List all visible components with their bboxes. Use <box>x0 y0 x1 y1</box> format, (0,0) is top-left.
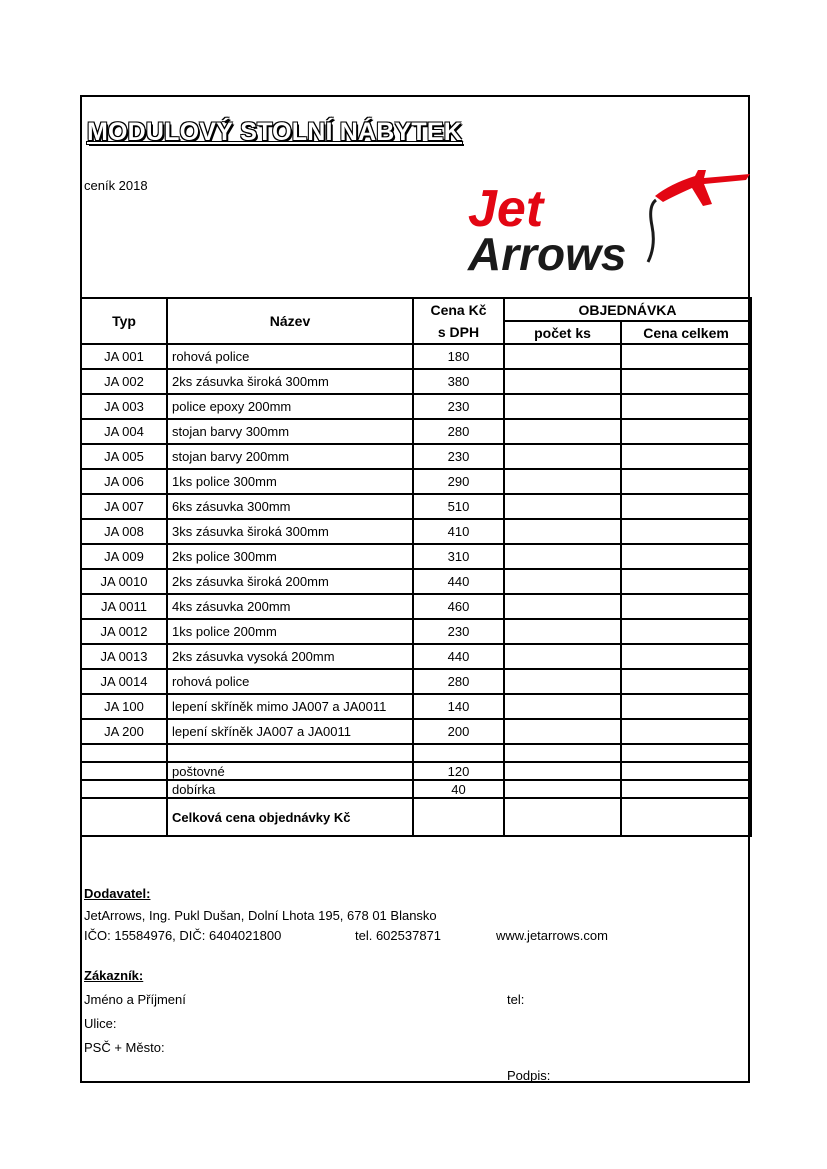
row-price: 290 <box>413 469 504 494</box>
row-qty-cell[interactable] <box>504 494 621 519</box>
dobirka-row <box>81 780 751 798</box>
table-row <box>81 369 751 394</box>
row-total-cell[interactable] <box>621 719 751 744</box>
table-row <box>81 494 751 519</box>
row-qty-cell[interactable] <box>504 519 621 544</box>
row-total-cell[interactable] <box>621 519 751 544</box>
total-qty-cell[interactable] <box>504 798 621 836</box>
row-typ: JA 002 <box>81 369 167 394</box>
customer-city-label: PSČ + Město: <box>84 1040 165 1055</box>
row-nazev: rohová police <box>167 344 413 369</box>
table-row <box>81 394 751 419</box>
logo-arrows-text: Arrows <box>468 228 627 274</box>
row-qty-cell[interactable] <box>504 594 621 619</box>
product-rows <box>81 344 751 744</box>
row-nazev: 2ks zásuvka široká 300mm <box>167 369 413 394</box>
row-typ: JA 0011 <box>81 594 167 619</box>
row-qty-cell[interactable] <box>504 469 621 494</box>
table-row <box>81 519 751 544</box>
row-price: 460 <box>413 594 504 619</box>
row-typ: JA 007 <box>81 494 167 519</box>
row-price: 510 <box>413 494 504 519</box>
page-title: MODULOVÝ STOLNÍ NÁBYTEK <box>87 118 462 146</box>
row-nazev: police epoxy 200mm <box>167 394 413 419</box>
row-total-cell[interactable] <box>621 369 751 394</box>
table-row <box>81 694 751 719</box>
table-row <box>81 469 751 494</box>
row-qty-cell[interactable] <box>504 444 621 469</box>
supplier-ids: IČO: 15584976, DIČ: 6404021800 <box>84 928 282 943</box>
row-typ: JA 005 <box>81 444 167 469</box>
row-price: 280 <box>413 419 504 444</box>
header-typ: Typ <box>81 298 167 344</box>
row-qty-cell[interactable] <box>504 369 621 394</box>
total-label: Celková cena objednávky Kč <box>167 798 413 836</box>
postovne-qty-cell[interactable] <box>504 762 621 780</box>
row-price: 200 <box>413 719 504 744</box>
dobirka-price: 40 <box>413 780 504 798</box>
contrail-swoosh <box>648 200 656 262</box>
table-row <box>81 569 751 594</box>
row-nazev: rohová police <box>167 669 413 694</box>
row-price: 180 <box>413 344 504 369</box>
postovne-price: 120 <box>413 762 504 780</box>
row-typ: JA 004 <box>81 419 167 444</box>
row-total-cell[interactable] <box>621 544 751 569</box>
row-nazev: 6ks zásuvka 300mm <box>167 494 413 519</box>
customer-heading: Zákazník: <box>84 968 144 983</box>
row-qty-cell[interactable] <box>504 719 621 744</box>
row-total-cell[interactable] <box>621 494 751 519</box>
dobirka-total-cell[interactable] <box>621 780 751 798</box>
row-nazev: stojan barvy 300mm <box>167 419 413 444</box>
table-row <box>81 419 751 444</box>
row-typ: JA 200 <box>81 719 167 744</box>
jetarrows-logo <box>460 166 750 274</box>
row-qty-cell[interactable] <box>504 394 621 419</box>
supplier-web-link[interactable]: www.jetarrows.com <box>496 928 608 943</box>
row-total-cell[interactable] <box>621 469 751 494</box>
table-row <box>81 619 751 644</box>
header-cena-line1: Cena Kč <box>430 302 487 318</box>
row-nazev: 2ks police 300mm <box>167 544 413 569</box>
row-typ: JA 003 <box>81 394 167 419</box>
row-typ: JA 100 <box>81 694 167 719</box>
supplier-phone: tel. 602537871 <box>355 928 442 943</box>
total-row <box>81 798 751 836</box>
row-total-cell[interactable] <box>621 444 751 469</box>
header-cena-celkem: Cena celkem <box>621 321 751 344</box>
customer-signature-label: Podpis: <box>507 1068 551 1083</box>
row-nazev: 2ks zásuvka vysoká 200mm <box>167 644 413 669</box>
logo-jet-text: Jet <box>468 180 544 238</box>
row-total-cell[interactable] <box>621 344 751 369</box>
table-row <box>81 719 751 744</box>
postovne-row <box>81 762 751 780</box>
row-typ: JA 006 <box>81 469 167 494</box>
header-objednavka: OBJEDNÁVKA <box>504 298 751 321</box>
row-price: 310 <box>413 544 504 569</box>
row-qty-cell[interactable] <box>504 669 621 694</box>
row-price: 140 <box>413 694 504 719</box>
dobirka-qty-cell[interactable] <box>504 780 621 798</box>
header-cena-line2: s DPH <box>437 324 480 340</box>
row-typ: JA 008 <box>81 519 167 544</box>
pricelist-label: ceník 2018 <box>84 178 148 193</box>
row-nazev: stojan barvy 200mm <box>167 444 413 469</box>
row-typ: JA 0013 <box>81 644 167 669</box>
blank-row <box>81 744 751 762</box>
row-price: 410 <box>413 519 504 544</box>
header-cena <box>413 298 504 344</box>
row-typ: JA 0010 <box>81 569 167 594</box>
row-qty-cell[interactable] <box>504 644 621 669</box>
table-row <box>81 444 751 469</box>
table-row <box>81 644 751 669</box>
supplier-address: JetArrows, Ing. Pukl Dušan, Dolní Lhota 195, 678 01 Blansko <box>84 908 437 923</box>
supplier-heading: Dodavatel: <box>84 886 151 901</box>
row-total-cell[interactable] <box>621 594 751 619</box>
postovne-label: poštovné <box>167 762 413 780</box>
row-qty-cell[interactable] <box>504 419 621 444</box>
row-price: 440 <box>413 569 504 594</box>
row-nazev: 1ks police 200mm <box>167 619 413 644</box>
table-row <box>81 344 751 369</box>
postovne-total-cell[interactable] <box>621 762 751 780</box>
row-typ: JA 001 <box>81 344 167 369</box>
table-row <box>81 594 751 619</box>
row-total-cell[interactable] <box>621 419 751 444</box>
table-row <box>81 544 751 569</box>
row-nazev: 3ks zásuvka široká 300mm <box>167 519 413 544</box>
row-price: 440 <box>413 644 504 669</box>
row-typ: JA 0014 <box>81 669 167 694</box>
row-price: 230 <box>413 619 504 644</box>
customer-street-label: Ulice: <box>84 1016 117 1031</box>
row-qty-cell[interactable] <box>504 619 621 644</box>
header-nazev: Název <box>167 298 413 344</box>
row-nazev: lepení skříněk mimo JA007 a JA0011 <box>167 694 413 719</box>
row-qty-cell[interactable] <box>504 569 621 594</box>
row-nazev: 1ks police 300mm <box>167 469 413 494</box>
row-total-cell[interactable] <box>621 569 751 594</box>
header-pocet: počet ks <box>504 321 621 344</box>
row-total-cell[interactable] <box>621 669 751 694</box>
jet-plane-icon <box>655 170 750 206</box>
row-nazev: 2ks zásuvka široká 200mm <box>167 569 413 594</box>
row-typ: JA 009 <box>81 544 167 569</box>
row-total-cell[interactable] <box>621 644 751 669</box>
row-price: 380 <box>413 369 504 394</box>
row-total-cell[interactable] <box>621 694 751 719</box>
dobirka-label: dobírka <box>167 780 413 798</box>
row-qty-cell[interactable] <box>504 544 621 569</box>
row-total-cell[interactable] <box>621 394 751 419</box>
customer-tel-label: tel: <box>507 992 525 1007</box>
price-table <box>80 297 752 837</box>
row-price: 230 <box>413 394 504 419</box>
row-qty-cell[interactable] <box>504 344 621 369</box>
row-qty-cell[interactable] <box>504 694 621 719</box>
row-nazev: 4ks zásuvka 200mm <box>167 594 413 619</box>
row-price: 280 <box>413 669 504 694</box>
row-typ: JA 0012 <box>81 619 167 644</box>
customer-name-label: Jméno a Příjmení <box>84 992 186 1007</box>
row-price: 230 <box>413 444 504 469</box>
total-price-cell[interactable] <box>413 798 504 836</box>
row-nazev: lepení skříněk JA007 a JA0011 <box>167 719 413 744</box>
row-total-cell[interactable] <box>621 619 751 644</box>
table-row <box>81 669 751 694</box>
total-sum-cell[interactable] <box>621 798 751 836</box>
